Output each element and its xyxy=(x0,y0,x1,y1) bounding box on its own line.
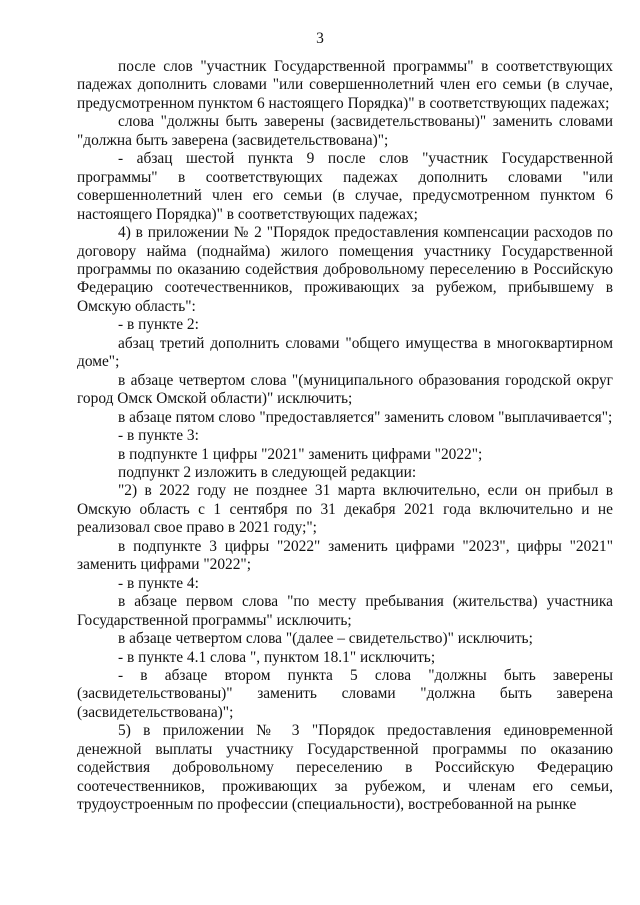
paragraph: 4) в приложении № 2 "Порядок предоставления компенсации расходов по договору найма (поднайма) жилого помещения участнику Государственной программы по оказанию содействия добровольному переселению в Российскую Федерацию соотечественников, проживающих за рубежом, прибывшему в Омскую область": xyxy=(77,224,613,315)
paragraph: подпункт 2 изложить в следующей редакции: xyxy=(118,463,417,481)
paragraph: в подпункте 3 цифры "2022" заменить цифрами "2023", цифры "2021" заменить цифрами "2022"; xyxy=(77,537,613,574)
paragraph: "2) в 2022 году не позднее 31 марта включительно, если он прибыл в Омскую область с 1 сентября по 31 декабря 2021 года включительно и не реализовал свое право в 2021 году;"; xyxy=(77,482,613,537)
paragraph: в абзаце четвертом слова "(далее – свидетельство)" исключить; xyxy=(118,630,533,648)
paragraph: в подпункте 1 цифры "2021" заменить цифрами "2022"; xyxy=(118,445,483,463)
paragraph: - абзац шестой пункта 9 после слов "участник Государственной программы" в соответствующих падежах дополнить словами "или совершеннолетний член его семьи (в случае, предусмотренном пунктом 6 настоящего Порядка)" в соответствующих падежах; xyxy=(77,150,613,223)
paragraph: - в пункте 4: xyxy=(118,574,199,592)
paragraph: в абзаце пятом слово "предоставляется" заменить словом "выплачивается"; xyxy=(118,408,613,426)
document-body xyxy=(77,58,613,815)
paragraph: 5) в приложении № 3 "Порядок предоставления единовременной денежной выплаты участнику Государственной программы по оказанию содействия добровольному переселению в Российскую Федерацию соотечественников, проживающих за рубежом, и членам его семьи, трудоустроенным по профессии (специальности), востребованной на рынке xyxy=(77,722,613,814)
paragraph: в абзаце четвертом слова "(муниципального образования городской округ город Омск Омской области)" исключить; xyxy=(77,371,613,408)
paragraph: - в пункте 2: xyxy=(118,316,199,334)
page-number: 3 xyxy=(316,30,324,47)
paragraph: - в пункте 3: xyxy=(118,427,199,445)
paragraph: абзац третий дополнить словами "общего имущества в многоквартирном доме"; xyxy=(77,334,613,371)
paragraph: после слов "участник Государственной программы" в соответствующих падежах дополнить словами "или совершеннолетний член его семьи (в случае, предусмотренном пунктом 6 настоящего Порядка)" в соответствующих падежах; xyxy=(77,58,613,112)
paragraph: - в абзаце втором пункта 5 слова "должны быть заверены (засвидетельствованы)" заменить словами "должна быть заверена (засвидетельствована)"; xyxy=(77,666,613,721)
paragraph: - в пункте 4.1 слова ", пунктом 18.1" исключить; xyxy=(118,648,436,666)
paragraph: в абзаце первом слова "по месту пребывания (жительства) участника Государственной программы" исключить; xyxy=(77,593,613,629)
paragraph: слова "должны быть заверены (засвидетельствованы)" заменить словами "должна быть заверена (засвидетельствована)"; xyxy=(77,113,613,149)
